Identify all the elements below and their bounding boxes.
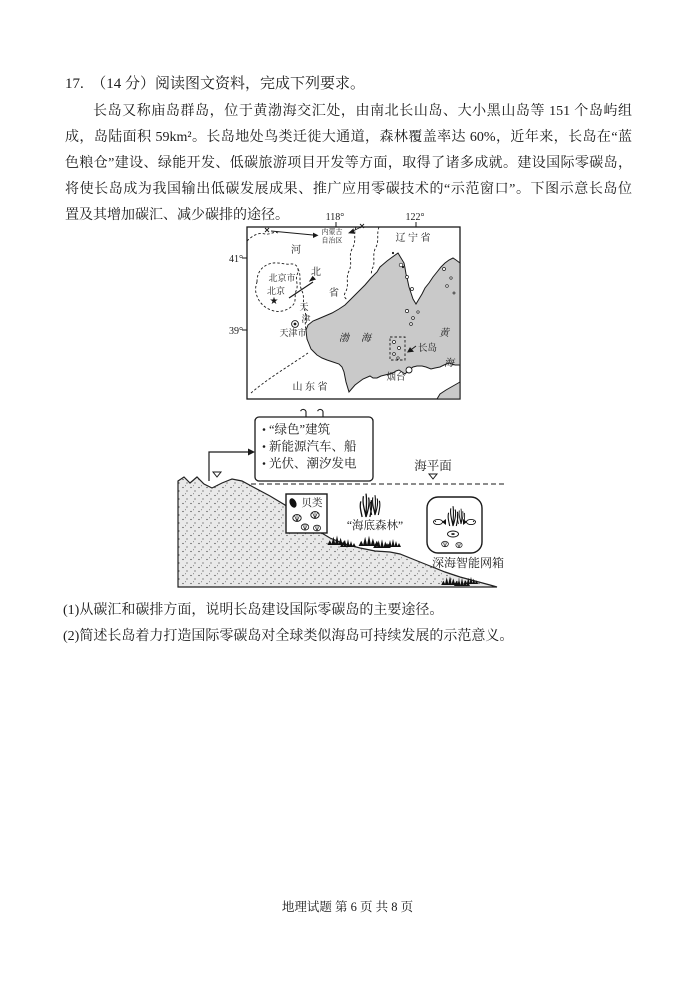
shellfish-label: 贝类 (301, 498, 323, 509)
net-cage-box (427, 497, 482, 553)
sea-level-marker (429, 474, 437, 479)
location-map (225, 205, 475, 410)
shell-icon (293, 515, 301, 522)
passage-line: 长岛又称庙岛群岛，位于黄渤海交汇处，由南北长山岛、大小黑山岛等 151 个岛屿组 (93, 104, 632, 119)
net-cage-label: 深海智能网箱 (431, 556, 505, 570)
box-item: 新能源汽车、船 (269, 439, 357, 454)
passage-line: 将使长岛成为我国输出低碳发展成果、推广应用零碳技术的“示范窗口”。下图示意长岛位 (65, 182, 632, 197)
shandong-label: 山 东 省 (292, 382, 328, 393)
huanghai-label: 海 (444, 358, 454, 369)
box-item: 光伏、潮汐发电 (269, 456, 357, 471)
shell-icon (313, 525, 320, 531)
lat-label: 39° (229, 326, 243, 337)
passage-line: 成，岛陆面积 59km²。长岛地处鸟类迁徙大通道，森林覆盖率达 60%，近年来，长岛在“蓝 (65, 130, 632, 145)
question-header: 17. （14 分）阅读图文资料，完成下列要求。 (65, 76, 366, 92)
neimenggu-label: 自治区 (321, 236, 343, 245)
lon-label: 122° (405, 212, 425, 223)
sub-question-2: (2)简述长岛着力打造国际零碳岛对全球类似海岛可持续发展的示范意义。 (63, 629, 514, 644)
carbon-diagram (165, 405, 665, 600)
shell-icon (311, 512, 319, 519)
flatfish-icon (448, 531, 459, 537)
tianjin-label: 津 (301, 314, 311, 324)
shell-icon (456, 542, 462, 547)
shell-icon (442, 541, 449, 546)
yantai-marker (406, 367, 412, 373)
changdao-label: 长岛 (418, 344, 438, 354)
seaweed-tuft-icon (385, 539, 401, 547)
sub-questions (63, 598, 643, 650)
sea-level-label: 海平面 (414, 459, 452, 473)
liaoning-label: 辽 宁 省 (395, 233, 431, 244)
bohai-label: 海 (361, 333, 371, 344)
hebei-label: 省 (329, 288, 339, 299)
hebei-label: 北 (311, 267, 321, 278)
undersea-forest-label: “海底森林” (346, 520, 404, 532)
beijing-shi-label: 北京市 (268, 273, 296, 283)
box-top-hooks-icon (301, 409, 323, 417)
neimenggu-label: 内蒙古 (321, 228, 343, 236)
hebei-label: 河 (291, 245, 301, 256)
box-item: “绿色”建筑 (269, 422, 331, 437)
lon-label: 118° (325, 212, 345, 223)
huanghai-label: 黄 (439, 328, 449, 339)
beijing-label: 北京 (266, 286, 286, 296)
passage-line: 色粮仓”建设、绿能开发、低碳旅游项目开发等方面，取得了诸多成就。建设国际零碳岛， (65, 156, 632, 171)
tianjin-shi-label: 天津市 (279, 328, 307, 338)
water-table-marker (213, 472, 221, 477)
bohai-label: 渤 (339, 333, 349, 344)
sub-question-1: (1)从碳汇和碳排方面，说明长岛建设国际零碳岛的主要途径。 (63, 603, 444, 618)
beijing-star-marker: ★ (269, 296, 279, 307)
lat-label: 41° (229, 254, 243, 265)
shell-icon (301, 524, 309, 530)
tianjin-marker (292, 321, 299, 328)
seaweed-tuft-icon (359, 536, 380, 546)
passage-line: 置及其增加碳汇、减少碳排的途径。 (65, 208, 289, 223)
yantai-label: 烟台 (386, 373, 406, 383)
page-footer: 地理试题 第 6 页 共 8 页 (281, 900, 414, 914)
tianjin-label: 天 (299, 302, 309, 312)
